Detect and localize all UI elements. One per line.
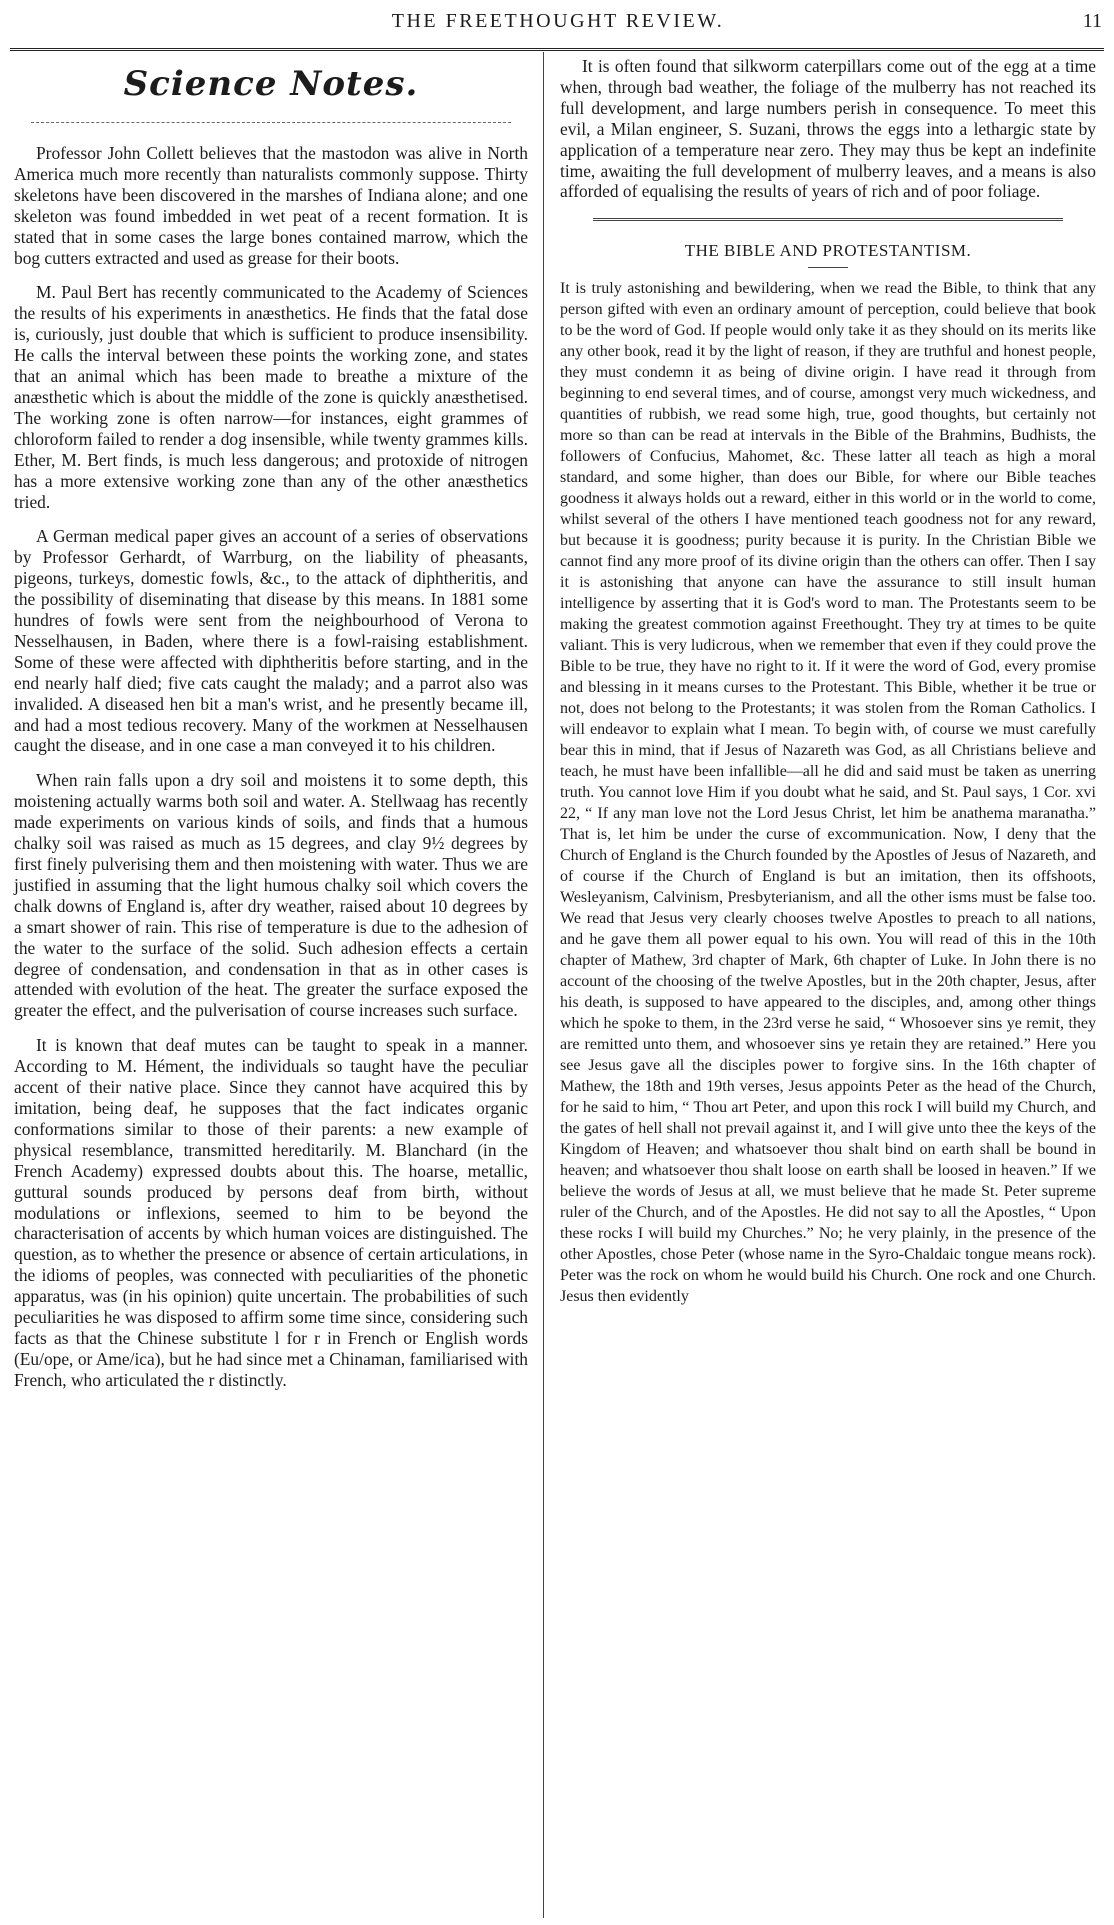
note-mastodon: Professor John Collett believes that the mastodon was alive in North America much more recently than naturalists commonly suppose. Thirty skeletons have been discovered in the marshes of Indiana alone; and one skeleton was found imbedded in wet peat of a recent formation. It is stated that in some cases the large bones contained marrow, which the bog cutters extracted and used as grease for their boots.	[14, 143, 528, 268]
article-body: It is truly astonishing and bewildering, when we read the Bible, to think that any person gifted with even an ordinary amount of perception, could believe that book to be the word of God. If people would only take it as they should on its merits like any other book, read it by the light of reason, if they are truthful and honest people, they must condemn it as being of divine origin. I have read it through from beginning to end several times, and of course, amongst very much wickedness, and quantities of rubbish, we read some high, true, good thoughts, but certainly not more so than can be read at intervals in the Bible of the Brahmins, Budhists, the followers of Confucius, Mahomet, &c. These latter all teach as high a moral standard, and some higher, than does our Bible, for where our Bible teaches goodness it always holds out a reward, either in this world or in the world to come, whilst several of the others I have mentioned teach goodness not for any reward, but because it is goodness; purity because it is purity. In the Christian Bible we cannot find any more proof of its divine origin than the others can offer. Then I say it is astonishing that anyone can have the assurance to still insult human intelligence by asserting that it is God's word to man. The Protestants seem to be making the greatest commotion against Freethought. They try at times to be quite valiant. This is very ludicrous, when we remember that even if they could prove the Bible to be true, they have no right to it. If it were the word of God, every promise and blessing in it means curses to the Protestant. This Bible, whether it be true or not, does not belong to the Protestants; it was stolen from the Roman Catholics. I will endeavor to explain what I mean. To begin with, of course we must carefully bear this in mind, that if Jesus of Nazareth was God, as all Christians believe and teach, he must have been infallible—all he did and said must be taken as unerring truth. You cannot love Him if you doubt what he said, and St. Paul says, 1 Cor. xvi 22, “ If any man love not the Lord Jesus Christ, let him be anathema maranatha.” That is, let him be under the curse of excommunication. Now, I deny that the Church of England is the Church founded by the Apostles of Jesus of Nazareth, and of course if the Church of England is but an imitation, then its offshoots, Wesleyanism, Calvinism, Presbyterianism, and all the other isms must be false too. We read that Jesus very clearly chooses twelve Apostles to preach to all nations, and he gave them all power equal to his own. You will read of this in the 10th chapter of Mathew, 3rd chapter of Mark, 6th chapter of Luke. In John there is no account of the choosing of the twelve Apostles, but in the 20th chapter, Jesus, after his death, is supposed to have appeared to the disciples, and, among other things which he spoke to them, in the 23rd verse he said, “ Whosoever sins ye remit, they are remitted unto them, and whosoever sins ye retain they are retained.” Here you see Jesus gave all the disciples power to forgive sins. In the 16th chapter of Mathew, the 18th and 19th verses, Jesus appoints Peter as the head of the Church, for he said to him, “ Thou art Peter, and upon this rock I will build my Church, and the gates of hell shall not prevail against it, and I will give unto thee the keys of the Kingdom of Heaven; and whatsoever thou shalt bind on earth shall be bound in heaven; and whatsoever thou shalt loose on earth shall be loosed in heaven.” If we believe the words of Jesus at all, we must believe that he made St. Peter supreme ruler of the Church, and of the Apostles. He did not say to all the Apostles, “ Upon these rocks I will build my Churches.” No; he very plainly, in the presence of the other Apostles, chose Peter (whose name in the Syro-Chaldaic tongue means rock). Peter was the rock on whom he would build his Church. One rock and one Church. Jesus then evidently	[560, 280, 1096, 1306]
note-diphtheritis: A German medical paper gives an account of a series of observations by Professor Gerhardt, of Warrburg, on the liability of pheasants, pigeons, turkeys, domestic fowls, &c., to the attack of diphtheritis, and the possibility of diseminating that disease by this means. In 1881 some hundres of fowls were sent from the neighbourhood of Verona to Nesselhausen, in Baden, where there is a fowl-raising establishment. Some of these were affected with diphtheritis before starting, and in the end nearly half died; five cats caught the malady; and a parrot also was invalided. A diseased hen bit a man's wrist, and he presently became ill, and had a most tedious recovery. Many of the workmen at Nesselhausen caught the disease, and in one case a man conveyed it to his children.	[14, 526, 528, 756]
note-deaf-mutes: It is known that deaf mutes can be taught to speak in a manner. According to M. Hément, the individuals so taught have the peculiar accent of their native place. Since they cannot have acquired this by imitation, being deaf, he supposes that the fact indicates organic conformations similar to those of their parents: a new example of physical resemblance, transmitted hereditarily. M. Blanchard (in the French Academy) expressed doubts about this. The hoarse, metallic, guttural sounds produced by persons deaf from birth, without modulations or inflexions, seemed to him to be beyond the characterisation of accents by which human voices are distinguished. The question, as to whether the presence or absence of certain articulations, in the idioms of peoples, was connected with peculiarities of the phonetic apparatus, was (in his opinion) quite uncertain. The probabilities of such peculiarities he was disposed to affirm some time since, considering such facts as that the Chinese substitute l for r in French or English words (Eu/ope, or Ame/ica), but he had since met a Chinaman, familiarised with French, who articulated the r distinctly.	[14, 1035, 528, 1390]
article-separator	[593, 218, 1063, 221]
page-header	[12, 6, 1104, 42]
column-divider	[543, 52, 544, 1918]
science-notes-heading: Science Notes.	[123, 64, 419, 104]
section-rule	[31, 122, 511, 123]
article-title: THE BIBLE AND PROTESTANTISM.	[684, 241, 972, 261]
title-rule	[808, 267, 848, 268]
publication-title: THE FREETHOUGHT REVIEW.	[391, 10, 725, 32]
left-column	[14, 58, 528, 1405]
note-anaesthetics: M. Paul Bert has recently communicated to the Academy of Sciences the results of his experiments in anæsthetics. He finds that the fatal dose is, curiously, just double that which is sufficient to produce insensibility. He calls the interval between these points the working zone, and states that an animal which has been made to breathe a mixture of the anæsthetic which is about the middle of the zone is quickly anæsthetised. The working zone is often narrow—for instances, eight grammes of chloroform failed to render a dog insensible, while twenty grammes kills. Ether, M. Bert finds, is much less dangerous; and protoxide of nitrogen has a more extensive working zone than any of the other anæsthetics tried.	[14, 282, 528, 512]
note-soil-temperature: When rain falls upon a dry soil and moistens it to some depth, this moistening actually warms both soil and water. A. Stellwaag has recently made experiments on various kinds of soils, and finds that a humous chalky soil was raised as much as 15 degrees, and clay 9½ degrees by first finely pulverising them and then moistening with water. Thus we are justified in assuming that the light humous chalky soil which covers the chalk downs of England is, after dry weather, raised about 10 degrees by a smart shower of rain. This rise of temperature is due to the adhesion of the water to the surface of the solid. Such adhesion effects a certain degree of condensation, and condensation in that as in other cases is attended with evolution of the heat. The greater the surface exposed the greater the effect, and the pulverisation of course increases such surface.	[14, 770, 528, 1021]
right-column	[560, 58, 1096, 1307]
note-silkworm: It is often found that silkworm caterpillars come out of the egg at a time when, through bad weather, the foliage of the mulberry has not reached its full development, and large numbers perish in consequence. To meet this evil, a Milan engineer, S. Suzani, throws the eggs into a lethargic state by application of a temperature near zero. They may thus be kept an indefinite time, awaiting the full development of mulberry leaves, and a means is also afforded of equalising the results of years of rich and of poor foliage.	[560, 56, 1096, 202]
page-number: 11	[1082, 10, 1102, 32]
header-rule	[10, 48, 1104, 51]
